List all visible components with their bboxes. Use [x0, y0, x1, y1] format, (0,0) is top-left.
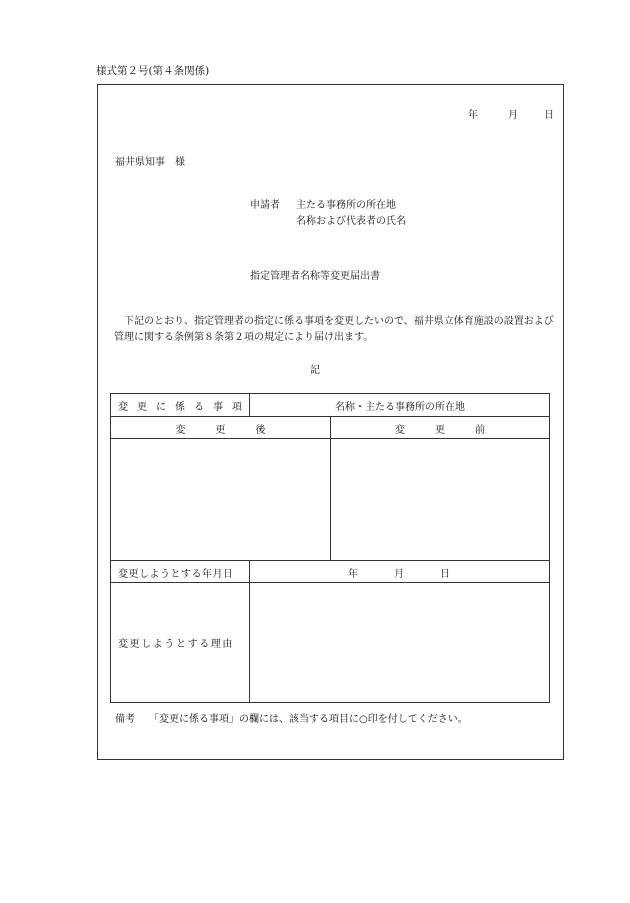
change-date-day: 日 [440, 569, 450, 580]
note-text: 「変更に係る事項」の欄には、該当する項目に○印を付してください。 [149, 714, 468, 725]
form-number-label: 様式第２号(第４条関係) [96, 65, 210, 77]
applicant-name-field: 名称および代表者の氏名 [296, 216, 406, 227]
reason-field[interactable] [250, 583, 549, 702]
change-date-month: 月 [394, 569, 404, 580]
change-date-label: 変更しようとする年月日 [118, 569, 234, 580]
note-prefix: 備考 [115, 714, 135, 725]
after-field[interactable] [111, 439, 330, 560]
item-value: 名称・主たる事務所の所在地 [335, 402, 465, 413]
before-header: 変 更 前 [395, 425, 485, 436]
applicant-label: 申請者 [250, 200, 280, 211]
table-border-bottom [110, 702, 550, 703]
date-month: 月 [508, 110, 518, 121]
body-text: 下記のとおり、指定管理者の指定に係る事項を変更したいので、福井県立体育施設の設置および管理に関する条例第８条第２項の規定により届け出ます。 [114, 316, 554, 343]
reason-label: 変更しようとする理由 [118, 639, 234, 650]
date-line [468, 106, 554, 121]
before-field[interactable] [331, 439, 549, 560]
ki-heading: 記 [310, 365, 320, 376]
date-year: 年 [468, 110, 478, 121]
applicant-address-field: 主たる事務所の所在地 [296, 200, 396, 211]
after-header: 変 更 後 [175, 425, 266, 436]
date-day: 日 [544, 110, 554, 121]
table-border-top [110, 393, 550, 394]
document-title: 指定管理者名称等変更届出書 [250, 271, 380, 282]
recipient: 福井県知事 様 [115, 157, 185, 168]
change-date-year: 年 [348, 569, 358, 580]
table-border-right [549, 393, 550, 702]
item-label: 変更に係る事項 [118, 402, 251, 413]
note [115, 710, 468, 725]
table-divider [110, 560, 550, 561]
